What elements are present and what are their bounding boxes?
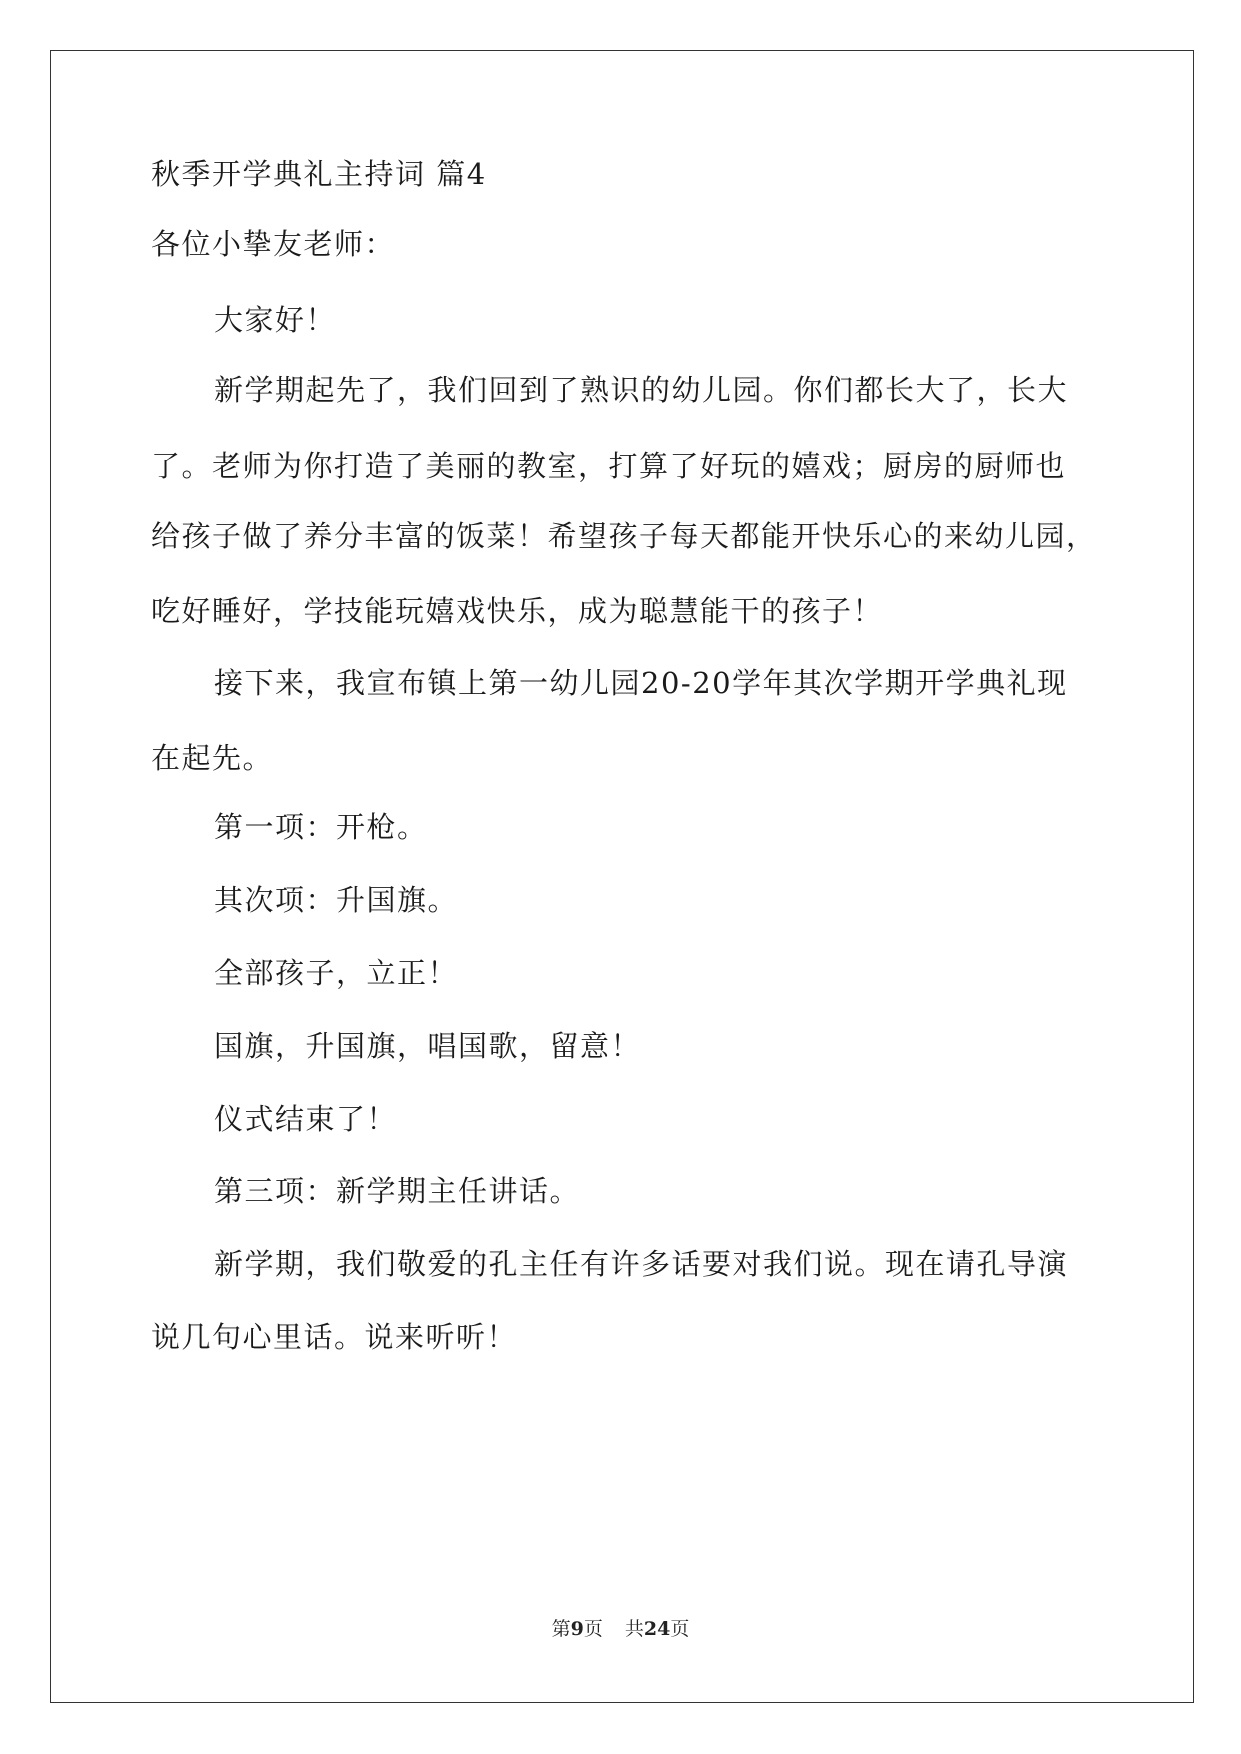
paragraph-line: 吃好睡好，学技能玩嬉戏快乐，成为聪慧能干的孩子！	[151, 594, 884, 628]
footer-page-prefix: 第	[551, 1618, 571, 1640]
footer-total-unit: 页	[670, 1618, 690, 1640]
footer-total-prefix: 共	[624, 1618, 644, 1640]
document-title: 秋季开学典礼主持词 篇4	[151, 157, 487, 191]
agenda-item: 第三项：新学期主任讲话。	[214, 1174, 581, 1208]
paragraph-line: 接下来，我宣布镇上第一幼儿园20-20学年其次学期开学典礼现	[214, 666, 1068, 700]
paragraph-line: 说几句心里话。说来听听！	[151, 1320, 518, 1354]
footer-page-number: 9	[570, 1618, 584, 1640]
paragraph-line: 给孩子做了养分丰富的饭菜！希望孩子每天都能开快乐心的来幼儿园，	[151, 519, 1097, 553]
footer-total-pages: 24	[643, 1618, 671, 1640]
agenda-item: 其次项：升国旗。	[214, 883, 459, 917]
paragraph-line: 新学期起先了，我们回到了熟识的幼儿园。你们都长大了，长大	[214, 373, 1069, 407]
greeting: 大家好！	[214, 303, 337, 337]
page-border	[50, 50, 1194, 1703]
paragraph-line: 新学期，我们敬爱的孔主任有许多话要对我们说。现在请孔导演	[214, 1247, 1069, 1281]
paragraph-line: 全部孩子，立正！	[214, 956, 459, 990]
paragraph-line: 国旗，升国旗，唱国歌，留意！	[214, 1029, 642, 1063]
paragraph-line: 仪式结束了！	[214, 1102, 398, 1136]
paragraph-line: 在起先。	[151, 741, 274, 775]
footer-page-unit: 页	[583, 1618, 603, 1640]
agenda-item: 第一项：开枪。	[214, 810, 428, 844]
page-footer	[0, 1617, 1241, 1641]
paragraph-line: 了。老师为你打造了美丽的教室，打算了好玩的嬉戏；厨房的厨师也	[151, 449, 1067, 483]
salutation: 各位小挚友老师：	[151, 227, 396, 261]
